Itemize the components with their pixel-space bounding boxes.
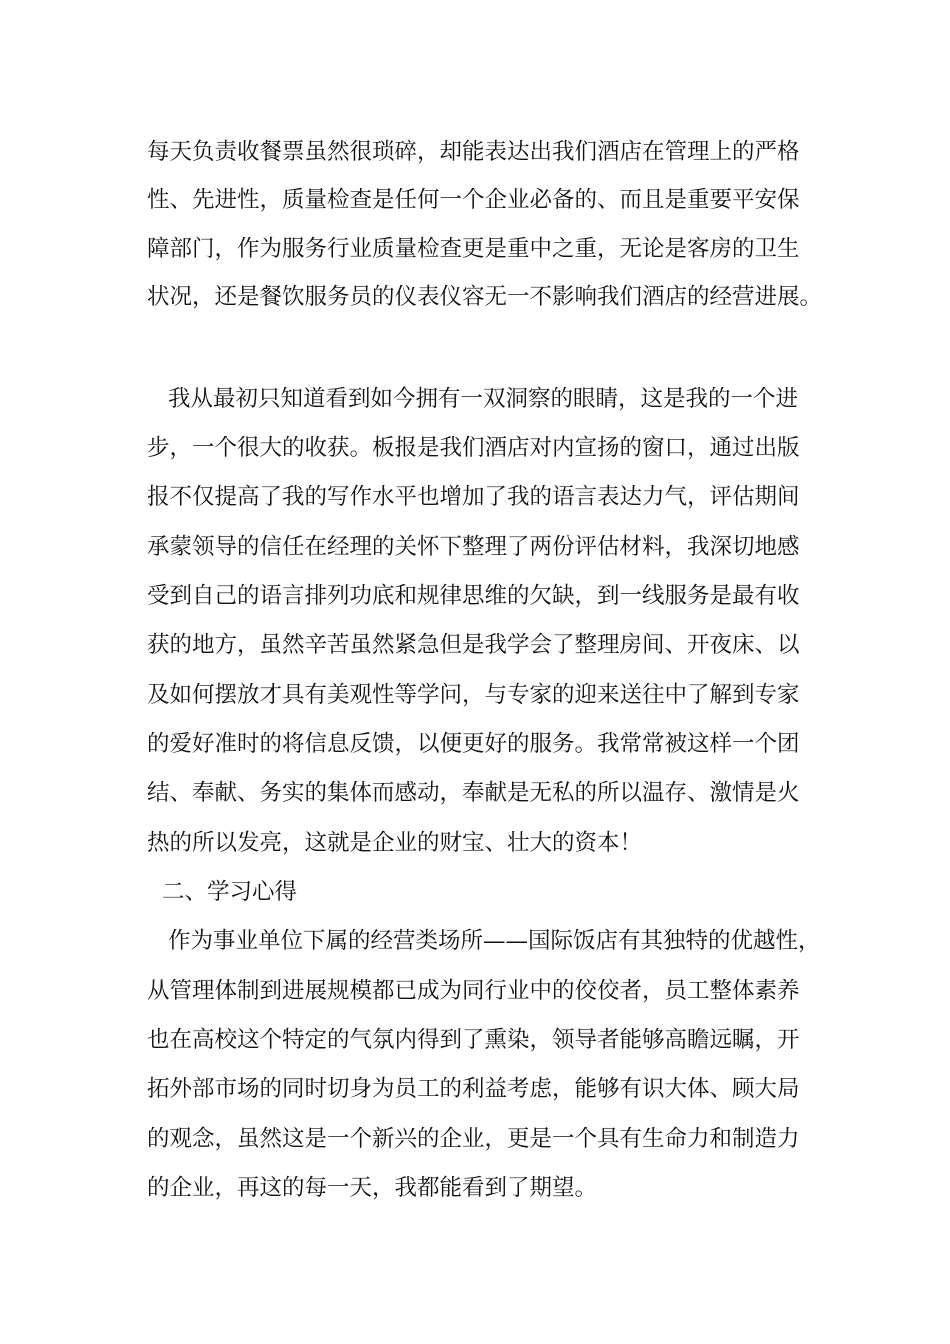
text-line: 性、先进性，质量检查是任何一个企业必备的、而且是重要平安保 xyxy=(147,187,800,213)
text-line: 状况，还是餐饮服务员的仪表仪容无一不影响我们酒店的经营进展。 xyxy=(147,284,823,310)
text-line: 报不仅提高了我的写作水平也增加了我的语言表达力气，评估期间 xyxy=(147,484,800,510)
text-line: 的爱好准时的将信息反馈，以便更好的服务。我常常被这样一个团 xyxy=(147,731,800,757)
text-line: 步，一个很大的收获。板报是我们酒店对内宣扬的窗口，通过出版 xyxy=(147,435,800,461)
text-line: 拓外部市场的同时切身为员工的利益考虑，能够有识大体、顾大局 xyxy=(147,1076,800,1102)
text-line: 我从最初只知道看到如今拥有一双洞察的眼睛，这是我的一个进 xyxy=(168,386,799,412)
text-line: 热的所以发亮，这就是企业的财宝、壮大的资本！ xyxy=(147,830,643,856)
text-line: 的观念，虽然这是一个新兴的企业，更是一个具有生命力和制造力 xyxy=(147,1126,800,1152)
text-line: 获的地方，虽然辛苦虽然紧急但是我学会了整理房间、开夜床、以 xyxy=(147,632,800,658)
text-line: 作为事业单位下属的经营类场所——国际饭店有其独特的优越性， xyxy=(168,928,821,954)
text-line: 也在高校这个特定的气氛内得到了熏染，领导者能够高瞻远瞩，开 xyxy=(147,1027,800,1053)
text-line: 的企业，再这的每一天，我都能看到了期望。 xyxy=(147,1175,598,1201)
text-line: 受到自己的语言排列功底和规律思维的欠缺，到一线服务是最有收 xyxy=(147,583,800,609)
text-line: 从管理体制到进展规模都已成为同行业中的佼佼者，员工整体素养 xyxy=(147,978,800,1004)
text-line: 每天负责收餐票虽然很琐碎，却能表达出我们酒店在管理上的严格 xyxy=(147,139,800,165)
section-heading: 二、学习心得 xyxy=(162,879,298,905)
text-line: 承蒙领导的信任在经理的关怀下整理了两份评估材料，我深切地感 xyxy=(147,534,800,560)
text-line: 障部门，作为服务行业质量检查更是重中之重，无论是客房的卫生 xyxy=(147,236,800,262)
text-line: 结、奉献、务实的集体而感动，奉献是无私的所以温存、激情是火 xyxy=(147,780,800,806)
text-line: 及如何摆放才具有美观性等学问，与专家的迎来送往中了解到专家 xyxy=(147,682,800,708)
